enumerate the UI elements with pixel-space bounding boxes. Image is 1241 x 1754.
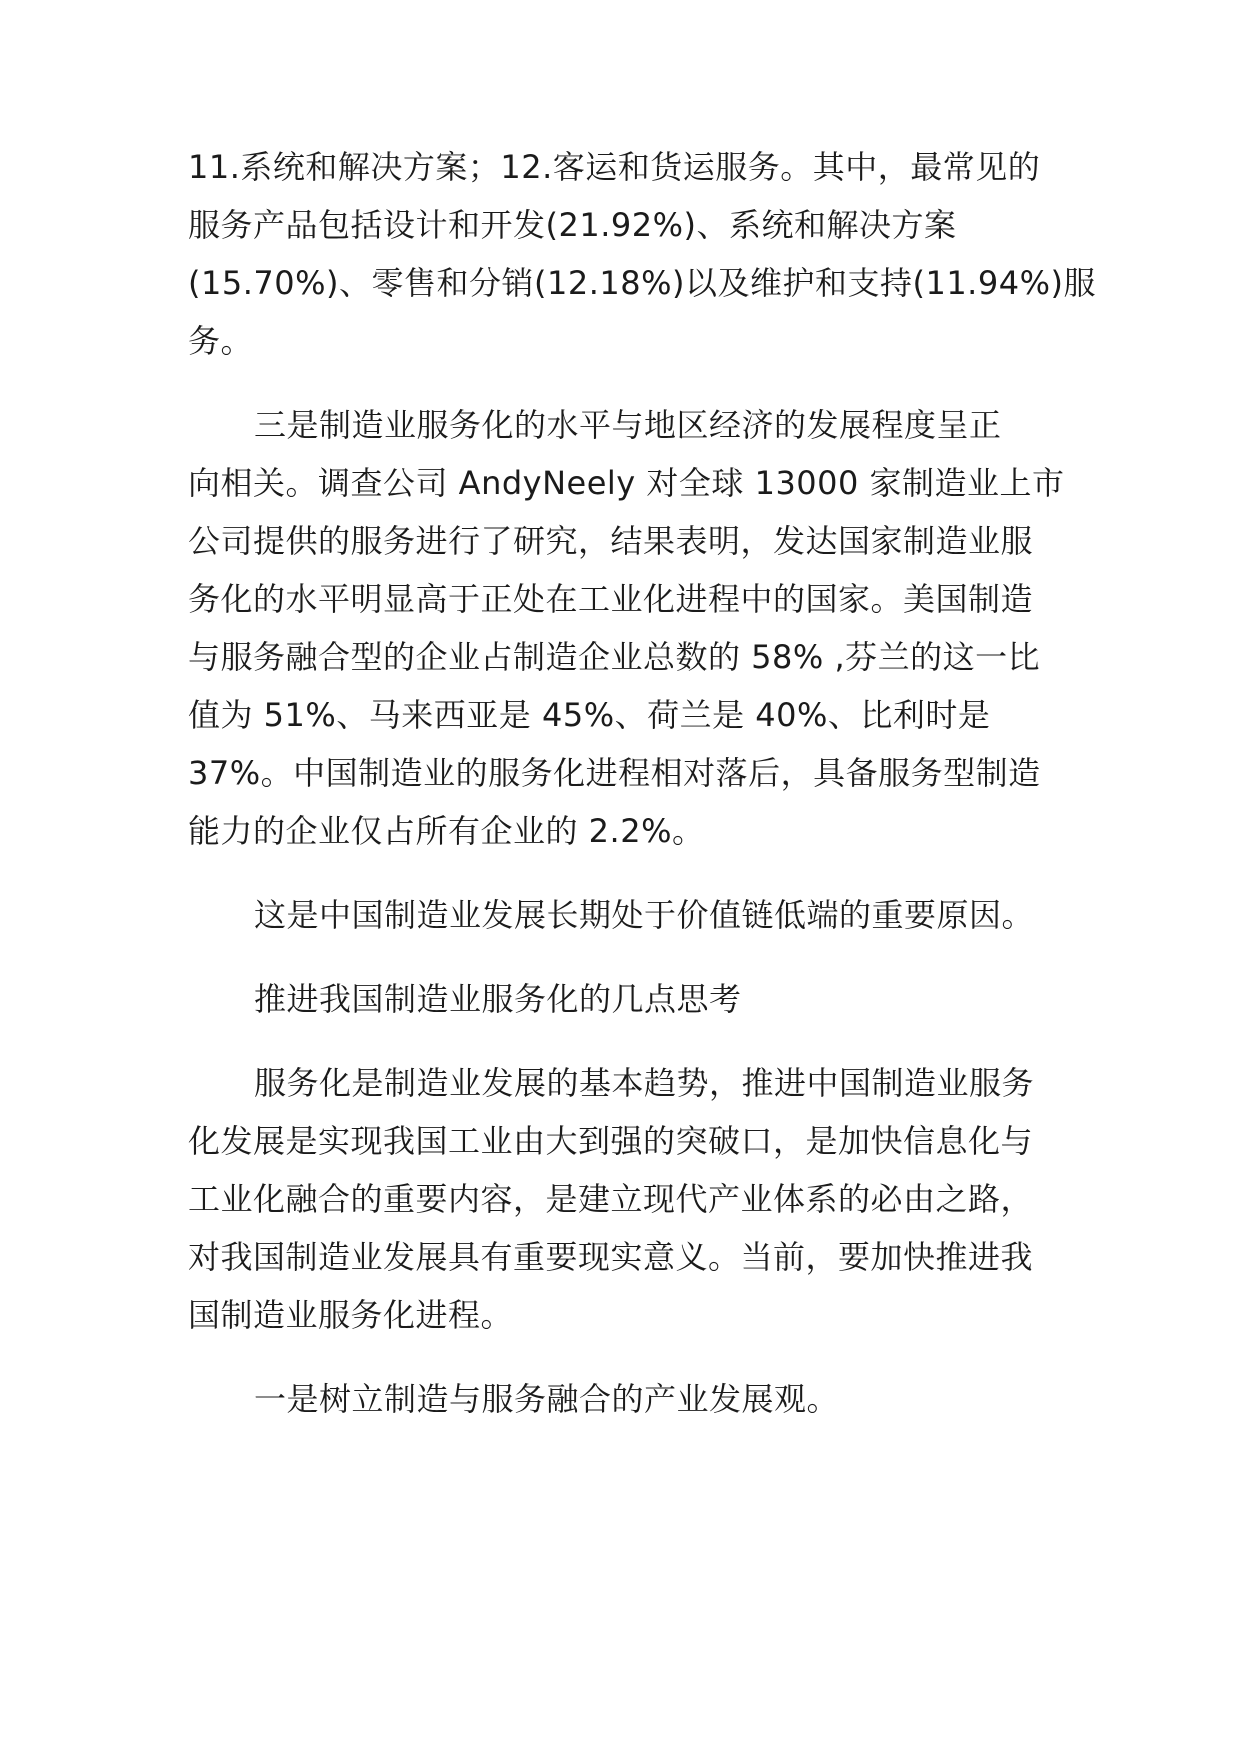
- paragraph-5-line-3: 工业化融合的重要内容，是建立现代产业体系的必由之路，: [188, 1180, 1034, 1218]
- paragraph-2-line-5: 与服务融合型的企业占制造企业总数的 58% ,芬兰的这一比: [188, 638, 1041, 676]
- paragraph-1-line-2: 服务产品包括设计和开发(21.92%)、系统和解决方案: [188, 206, 957, 244]
- paragraph-5-line-4: 对我国制造业发展具有重要现实意义。当前，要加快推进我: [188, 1238, 1034, 1276]
- paragraph-2-line-7: 37%。中国制造业的服务化进程相对落后，具备服务型制造: [188, 754, 1041, 792]
- paragraph-2-line-1: 三是制造业服务化的水平与地区经济的发展程度呈正: [254, 406, 1002, 444]
- paragraph-2-line-4: 务化的水平明显高于正处在工业化进程中的国家。美国制造: [188, 580, 1034, 618]
- paragraph-2-line-3: 公司提供的服务进行了研究，结果表明，发达国家制造业服: [188, 522, 1034, 560]
- paragraph-2-line-6: 值为 51%、马来西亚是 45%、荷兰是 40%、比利时是: [188, 696, 991, 734]
- paragraph-5-line-2: 化发展是实现我国工业由大到强的突破口，是加快信息化与: [188, 1122, 1034, 1160]
- paragraph-6-line-1: 一是树立制造与服务融合的产业发展观。: [254, 1380, 840, 1418]
- paragraph-1-line-4: 务。: [188, 322, 254, 360]
- paragraph-5-line-1: 服务化是制造业发展的基本趋势，推进中国制造业服务: [254, 1064, 1035, 1102]
- paragraph-2-line-2: 向相关。调查公司 AndyNeely 对全球 13000 家制造业上市: [188, 464, 1065, 502]
- paragraph-5-line-5: 国制造业服务化进程。: [188, 1296, 514, 1334]
- section-heading: 推进我国制造业服务化的几点思考: [254, 980, 742, 1018]
- paragraph-1-line-1: 11.系统和解决方案；12.客运和货运服务。其中，最常见的: [188, 148, 1041, 186]
- paragraph-1-line-3: (15.70%)、零售和分销(12.18%)以及维护和支持(11.94%)服: [188, 264, 1096, 302]
- paragraph-2-line-8: 能力的企业仅占所有企业的 2.2%。: [188, 812, 705, 850]
- paragraph-3-line-1: 这是中国制造业发展长期处于价值链低端的重要原因。: [254, 896, 1035, 934]
